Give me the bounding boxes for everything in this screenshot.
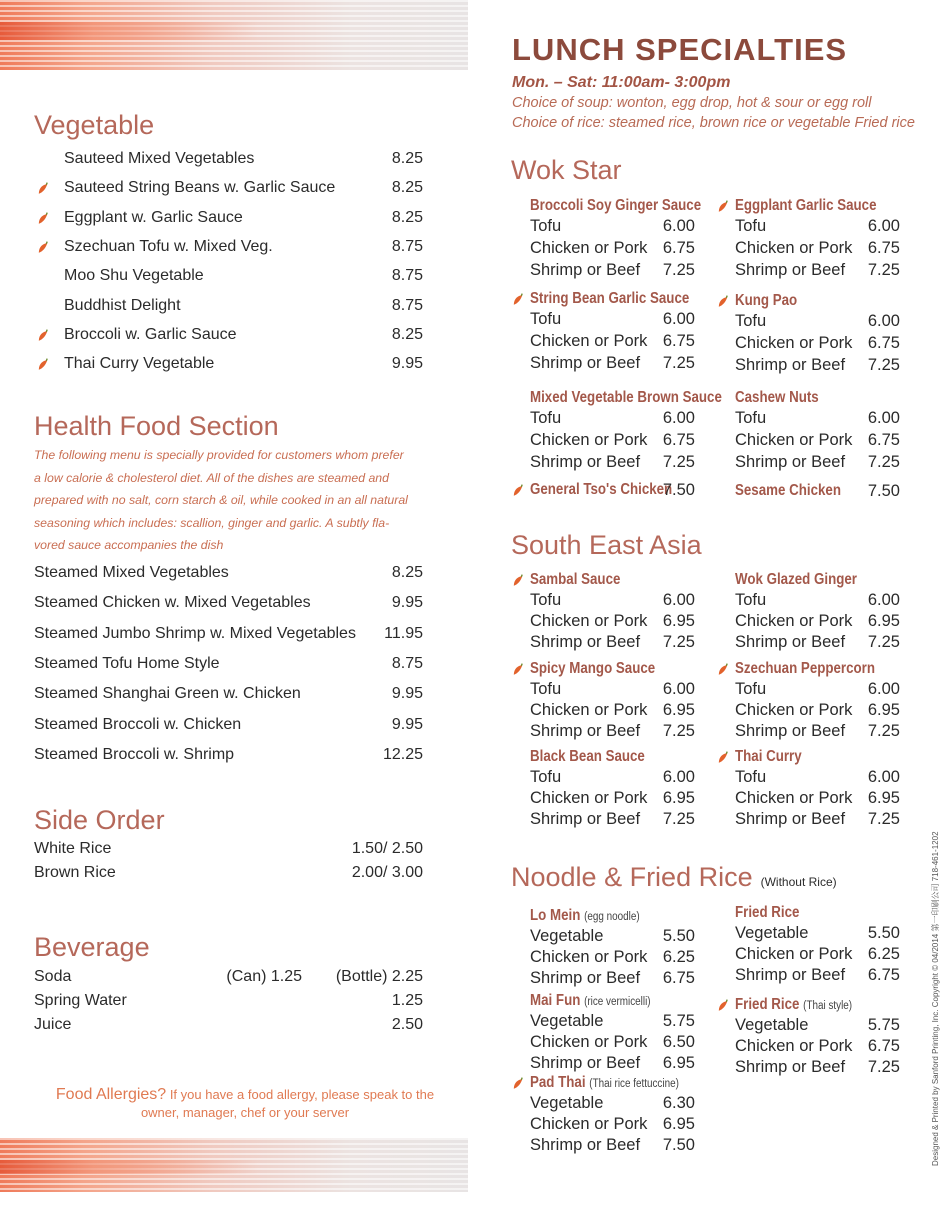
health-note-line: vored sauce accompanies the dish (34, 538, 224, 552)
dish-name (735, 292, 797, 310)
menu-item-price: 2.50 (391, 1016, 423, 1033)
dish-title: Spicy Mango Sauce (530, 660, 656, 677)
option-name: Shrimp or Beef (530, 354, 641, 372)
menu-item-name: Steamed Jumbo Shrimp w. Mixed Vegetables (34, 624, 356, 642)
menu-item-price: 11.95 (384, 624, 423, 642)
option-price: 6.00 (867, 680, 900, 698)
option-price: 6.00 (662, 591, 695, 609)
menu-item-name: White Rice (34, 840, 112, 857)
option-name: Shrimp or Beef (735, 356, 846, 374)
menu-item-price: 8.25 (391, 564, 423, 581)
section-title-side-order: Side Order (34, 805, 165, 835)
noodle-title-text: Noodle & Fried Rice (511, 862, 753, 892)
option-price: 6.30 (662, 1094, 695, 1112)
chili-pepper-icon (35, 241, 51, 255)
dish-name (735, 660, 875, 678)
menu-item-price: 8.25 (391, 325, 423, 343)
health-note-line: seasoning which includes: scallion, ginger and garlic. A subtly fla- (34, 515, 390, 530)
menu-item-name: Brown Rice (34, 864, 116, 881)
health-note-line: a low calorie & cholesterol diet. All of the dishes are steamed and (34, 470, 389, 485)
dish-title: Eggplant Garlic Sauce (735, 197, 877, 214)
menu-item-name: Eggplant w. Garlic Sauce (64, 208, 243, 226)
option-price: 5.75 (867, 1016, 900, 1034)
chili-pepper-icon (510, 1077, 526, 1091)
option-price: 7.25 (662, 354, 695, 372)
chili-pepper-icon (510, 293, 526, 307)
option-price: 7.25 (662, 633, 695, 651)
menu-item-name: Steamed Tofu Home Style (34, 654, 220, 672)
option-price: 6.00 (662, 768, 695, 786)
dish-name (530, 571, 620, 589)
menu-item-price: 8.75 (391, 654, 423, 672)
menu-item-price: 9.95 (391, 715, 423, 733)
menu-item-price: 8.75 (391, 267, 423, 285)
option-price: 6.95 (662, 612, 695, 630)
dish-title: Kung Pao (735, 292, 798, 309)
option-name: Tofu (735, 217, 767, 235)
option-price: 6.75 (867, 431, 900, 449)
dish-subtitle: (egg noodle) (584, 911, 640, 923)
option-name: Shrimp or Beef (530, 453, 641, 471)
option-name: Chicken or Pork (735, 789, 853, 807)
option-name: Chicken or Pork (735, 612, 853, 630)
option-price: 7.25 (867, 1058, 900, 1076)
chili-pepper-icon (35, 182, 51, 196)
option-price: 6.75 (662, 431, 695, 449)
dish-title: Sambal Sauce (530, 571, 621, 588)
option-name: Shrimp or Beef (530, 633, 641, 651)
option-price: 6.95 (867, 612, 900, 630)
dish-title: Black Bean Sauce (530, 748, 645, 765)
option-name: Chicken or Pork (735, 701, 853, 719)
dish-title: Fried Rice (735, 904, 800, 921)
food-allergy-notice (40, 1086, 450, 1122)
dish-subtitle: (Thai rice fettuccine) (589, 1078, 679, 1090)
option-price: 7.25 (867, 722, 900, 740)
option-price: 5.50 (662, 927, 695, 945)
noodle-title-note: (Without Rice) (760, 875, 837, 889)
option-name: Chicken or Pork (530, 612, 648, 630)
option-price: 6.95 (867, 701, 900, 719)
option-name: Chicken or Pork (735, 334, 853, 352)
dish-name (735, 197, 876, 215)
chili-pepper-icon (715, 999, 731, 1013)
option-name: Tofu (530, 680, 562, 698)
menu-item-name: Sauteed String Beans w. Garlic Sauce (64, 179, 336, 197)
section-title-south-east-asia: South East Asia (511, 530, 702, 560)
dish-title: Cashew Nuts (735, 389, 819, 406)
menu-item-name: Steamed Mixed Vegetables (34, 564, 229, 581)
option-name: Chicken or Pork (735, 945, 853, 963)
option-name: Tofu (530, 768, 562, 786)
dish-title: Sesame Chicken (735, 482, 841, 499)
dish-name (530, 992, 651, 1010)
dish-name (530, 290, 689, 308)
dish-title: Szechuan Peppercorn (735, 660, 876, 677)
option-price: 6.25 (867, 945, 900, 963)
dish-name (530, 748, 645, 766)
menu-item-name: Szechuan Tofu w. Mixed Veg. (64, 237, 273, 255)
dish-title: Thai Curry (735, 748, 802, 765)
option-name: Chicken or Pork (735, 239, 853, 257)
dish-title: Pad Thai (530, 1074, 586, 1091)
option-price: 5.75 (662, 1012, 695, 1030)
option-name: Tofu (735, 768, 767, 786)
dish-name (735, 389, 819, 407)
option-price: 6.50 (662, 1033, 695, 1051)
menu-item-price: 9.95 (391, 685, 423, 703)
option-price: 6.95 (662, 701, 695, 719)
option-name: Shrimp or Beef (530, 1136, 641, 1154)
option-name: Shrimp or Beef (530, 810, 641, 828)
menu-item-price: 8.25 (391, 208, 423, 226)
option-price: 6.00 (867, 768, 900, 786)
menu-item-price: (Bottle) 2.25 (335, 968, 423, 985)
menu-item-price: 1.25 (391, 992, 423, 1009)
option-price: 7.25 (867, 633, 900, 651)
option-name: Chicken or Pork (530, 431, 648, 449)
menu-item-price: 8.75 (391, 296, 423, 314)
chili-pepper-icon (715, 663, 731, 677)
option-price: 6.95 (662, 789, 695, 807)
dish-price: 7.50 (867, 482, 900, 500)
option-name: Chicken or Pork (530, 948, 648, 966)
option-name: Shrimp or Beef (735, 1058, 846, 1076)
dish-title: General Tso's Chicken (530, 481, 673, 498)
menu-item-name: Soda (34, 968, 72, 985)
option-price: 6.95 (662, 1054, 695, 1072)
option-name: Tofu (735, 591, 767, 609)
option-name: Chicken or Pork (530, 1115, 648, 1133)
menu-item-name: Buddhist Delight (64, 296, 181, 314)
option-name: Tofu (530, 409, 562, 427)
section-title-noodle-fried-rice (511, 862, 837, 893)
option-price: 6.00 (867, 409, 900, 427)
dish-name (735, 904, 799, 922)
chili-pepper-icon (510, 574, 526, 588)
dish-name (530, 1074, 679, 1092)
option-name: Chicken or Pork (530, 239, 648, 257)
menu-item-name: Broccoli w. Garlic Sauce (64, 325, 237, 343)
chili-pepper-icon (35, 358, 51, 372)
option-price: 6.00 (867, 217, 900, 235)
option-name: Shrimp or Beef (735, 966, 846, 984)
option-name: Shrimp or Beef (530, 1054, 641, 1072)
option-price: 6.75 (867, 1037, 900, 1055)
menu-item-name: Steamed Broccoli w. Chicken (34, 715, 242, 733)
menu-item-name: Moo Shu Vegetable (64, 267, 204, 285)
health-note-line: prepared with no salt, corn starch & oil, while cooked in an all natural (34, 493, 408, 507)
option-name: Tofu (530, 217, 562, 235)
option-name: Shrimp or Beef (735, 633, 846, 651)
option-price: 5.50 (867, 924, 900, 942)
option-name: Vegetable (735, 924, 809, 942)
dish-name (530, 660, 655, 678)
option-name: Shrimp or Beef (735, 453, 846, 471)
health-note-line: The following menu is specially provided for customers whom prefer (34, 448, 404, 462)
menu-item-price: 12.25 (382, 745, 423, 763)
top-decorative-band-accent (0, 22, 468, 40)
option-name: Chicken or Pork (530, 789, 648, 807)
chili-pepper-icon (35, 212, 51, 226)
menu-item-price: 8.75 (391, 237, 423, 255)
dish-name (735, 482, 841, 500)
option-name: Shrimp or Beef (530, 261, 641, 279)
menu-item-name: Steamed Chicken w. Mixed Vegetables (34, 594, 311, 612)
dish-title: Mai Fun (530, 992, 581, 1009)
menu-item-name: Steamed Shanghai Green w. Chicken (34, 685, 301, 703)
option-price: 7.25 (867, 261, 900, 279)
lunch-specialties-heading: LUNCH SPECIALTIES (512, 32, 848, 67)
dish-name (735, 748, 802, 766)
option-name: Tofu (530, 310, 562, 328)
option-name: Shrimp or Beef (530, 969, 641, 987)
menu-item-price: 2.00/ 3.00 (351, 864, 423, 881)
dish-subtitle: (Thai style) (803, 1000, 853, 1012)
menu-item-price: 1.50/ 2.50 (351, 840, 423, 857)
option-price: 6.95 (662, 1115, 695, 1133)
option-price: 6.00 (662, 217, 695, 235)
chili-pepper-icon (510, 663, 526, 677)
section-title-vegetable: Vegetable (34, 110, 155, 140)
dish-name (735, 996, 852, 1014)
option-price: 7.25 (662, 810, 695, 828)
option-price: 6.25 (662, 948, 695, 966)
option-name: Vegetable (735, 1016, 809, 1034)
option-price: 6.00 (662, 409, 695, 427)
section-title-wok-star: Wok Star (511, 155, 622, 185)
option-name: Shrimp or Beef (735, 810, 846, 828)
allergy-text: If you have a food allergy, please speak to the owner, manager, chef or your server (140, 1087, 435, 1120)
lunch-hours: Mon. – Sat: 11:00am- 3:00pm (512, 74, 731, 91)
menu-item-name: Steamed Broccoli w. Shrimp (34, 745, 235, 763)
dish-title: Broccoli Soy Ginger Sauce (530, 197, 702, 214)
option-price: 6.75 (867, 334, 900, 352)
option-price: 6.95 (867, 789, 900, 807)
menu-item-name: Thai Curry Vegetable (64, 355, 215, 373)
menu-item-name: Juice (34, 1016, 72, 1033)
option-price: 7.25 (867, 356, 900, 374)
menu-item-price: 9.95 (391, 355, 423, 373)
allergy-lead: Food Allergies? (55, 1086, 167, 1103)
option-price: 7.25 (662, 453, 695, 471)
dish-title: Mixed Vegetable Brown Sauce (530, 389, 722, 406)
dish-title: Lo Mein (530, 907, 581, 924)
option-name: Tofu (735, 409, 767, 427)
option-name: Chicken or Pork (530, 332, 648, 350)
menu-item-price: 8.25 (391, 150, 423, 167)
chili-pepper-icon (510, 484, 526, 498)
dish-title: Fried Rice (735, 996, 800, 1013)
option-name: Shrimp or Beef (735, 261, 846, 279)
option-price: 6.00 (662, 310, 695, 328)
option-price: 7.25 (662, 261, 695, 279)
printer-credit: Designed & Printed by Sanford Printing, Inc. Copyright © 04/2014 第一印刷公司 718-461-1202 (931, 831, 940, 1166)
option-name: Shrimp or Beef (735, 722, 846, 740)
dish-name (735, 571, 857, 589)
soup-choice: Choice of soup: wonton, egg drop, hot & sour or egg roll (512, 95, 872, 111)
rice-choice: Choice of rice: steamed rice, brown rice or vegetable Fried rice (512, 115, 915, 131)
chili-pepper-icon (715, 751, 731, 765)
menu-item-price: 8.25 (391, 179, 423, 197)
option-price: 7.50 (662, 1136, 695, 1154)
dish-subtitle: (rice vermicelli) (584, 996, 651, 1008)
dish-name (530, 389, 722, 407)
option-name: Vegetable (530, 927, 604, 945)
section-title-health-food: Health Food Section (34, 411, 279, 441)
bottom-decorative-band-accent (0, 1160, 468, 1174)
chili-pepper-icon (715, 295, 731, 309)
dish-name (530, 907, 640, 925)
section-title-beverage: Beverage (34, 932, 150, 962)
menu-item-name: Spring Water (34, 992, 127, 1009)
option-name: Vegetable (530, 1012, 604, 1030)
dish-title: Wok Glazed Ginger (735, 571, 857, 588)
chili-pepper-icon (35, 329, 51, 343)
option-name: Chicken or Pork (735, 1037, 853, 1055)
option-name: Tofu (735, 312, 767, 330)
option-price: 6.75 (867, 966, 900, 984)
option-name: Tofu (735, 680, 767, 698)
option-name: Chicken or Pork (530, 701, 648, 719)
menu-item-can-price: (Can) 1.25 (226, 968, 302, 985)
option-price: 6.75 (867, 239, 900, 257)
option-name: Chicken or Pork (735, 431, 853, 449)
chili-pepper-icon (715, 200, 731, 214)
option-name: Shrimp or Beef (530, 722, 641, 740)
option-price: 6.75 (662, 332, 695, 350)
option-price: 7.25 (867, 810, 900, 828)
option-name: Vegetable (530, 1094, 604, 1112)
option-name: Tofu (530, 591, 562, 609)
menu-item-name: Sauteed Mixed Vegetables (64, 150, 255, 167)
dish-name (530, 197, 701, 215)
option-price: 6.00 (867, 312, 900, 330)
option-price: 7.25 (662, 722, 695, 740)
option-price: 7.25 (867, 453, 900, 471)
menu-item-price: 9.95 (391, 594, 423, 612)
option-price: 6.00 (867, 591, 900, 609)
option-name: Chicken or Pork (530, 1033, 648, 1051)
option-price: 6.75 (662, 239, 695, 257)
option-price: 6.00 (662, 680, 695, 698)
dish-title: String Bean Garlic Sauce (530, 290, 690, 307)
dish-price: 7.50 (662, 481, 695, 499)
option-price: 6.75 (662, 969, 695, 987)
